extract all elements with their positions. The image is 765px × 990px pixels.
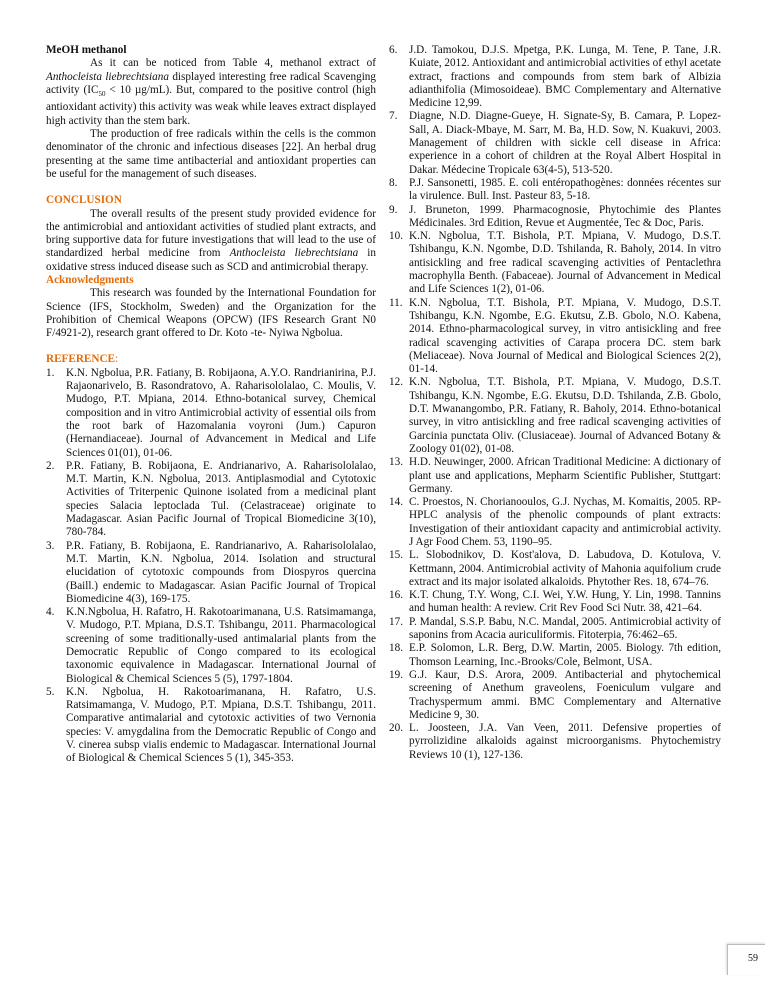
reference-number: 13. (389, 456, 403, 469)
reference-text: J.D. Tamokou, D.J.S. Mpetga, P.K. Lunga, M. Tene, P. Tane, J.R. Kuiate, 2012. Antioxidant and antimicrobial activities of ethyl acetate extract, fractions and compounds from stem bark of Albizia adianthifolia (Mimosoideae). BMC Complementary and Alternative Medicine 12,99. (409, 44, 721, 110)
reference-item (389, 589, 721, 616)
reference-item (389, 110, 721, 176)
reference-number: 19. (389, 668, 403, 681)
methanol-paragraph-1: As it can be noticed from Table 4, methanol extract of Anthocleista liebrechtsiana displayed interesting free radical Scavenging activity ($IC_{50} < 10$ µg/mL). But, compared to the positive control (high antioxidant activity) this activity was weak while leaves extract displayed high activity than the stem bark. (46, 57, 376, 127)
reference-item (389, 616, 721, 643)
reference-text: K.T. Chung, T.Y. Wong, C.I. Wei, Y.W. Hung, Y. Lin, 1998. Tannins and human health: A review. Crit Rev Food Sci Nutr. 38, 421–64. (409, 589, 721, 615)
reference-number: 7. (389, 110, 398, 123)
reference-text: K.N.Ngbolua, H. Rafatro, H. Rakotoarimanana, U.S. Ratsimamanga, V. Mudogo, P.T. Mpiana, D.S.T. Tshibangu, 2011. Pharmacological screening of some traditionally-used antimalarial plants from the Democratic Republic of Congo compared to its ecological taxonomic equivalence in Madagascar. International Journal of Biological & Chemical Sciences 5 (5), 1797-1804. (66, 606, 376, 685)
methanol-heading: MeOH methanol (46, 44, 127, 56)
reference-number: 2. (46, 459, 55, 472)
reference-number: 12. (389, 376, 403, 389)
reference-number: 9. (389, 203, 398, 216)
conclusion-heading: CONCLUSION (46, 194, 122, 207)
acknowledgments-heading: Acknowledgments (46, 273, 134, 286)
conclusion-paragraph: The overall results of the present study provided evidence for the antimicrobial and antioxidant activities of studied plant extracts, and bring supportive data for future investigations that will lead to the use of standardized herbal medicine from Anthocleista liebrechtsiana in oxidative stress induced disease such as SCD and antimicrobial therapy. (46, 207, 376, 273)
right-column (389, 44, 721, 762)
reference-item (46, 460, 376, 540)
reference-number: 8. (389, 176, 398, 189)
reference-text: H.D. Neuwinger, 2000. African Traditional Medicine: A dictionary of plant use and applications, Mepharm Scientific Publisher, Stuttgart: Germany. (409, 456, 721, 495)
reference-text: L. Joosteen, J.A. Van Veen, 2011. Defensive properties of pyrrolizidine alkaloids against microorganisms. Phytochemistry Reviews 10 (1), 127-136. (409, 722, 721, 761)
reference-item (389, 669, 721, 722)
reference-text: C. Proestos, N. Chorianooulos, G.J. Nychas, M. Komaitis, 2005. RP-HPLC analysis of the phenolic compounds of plant extracts: Investigation of their antioxidant capacity and antimicrobial activity. J Agr Food Chem. 53, 1190–95. (409, 496, 721, 548)
left-column (46, 44, 376, 766)
reference-text: P.R. Fatiany, B. Robijaona, E. Randrianarivo, A. Raharisololalao, M.T. Martin, K.N. Ngbolua, 2014. Isolation and structural elucidation of cytotoxic compounds from Diospyros quercina (Baill.) endemic to Madagascar. Asian Pacific Journal of Tropical Biomedicine 4(3), 169-175. (66, 539, 376, 605)
reference-number: 3. (46, 539, 55, 552)
reference-item (46, 540, 376, 606)
reference-item (389, 549, 721, 589)
reference-list-right (389, 44, 721, 762)
reference-number: 16. (389, 589, 403, 602)
reference-text: K.N. Ngbolua, P.R. Fatiany, B. Robijaona, A.Y.O. Randrianirina, P.J. Rajaonarivelo, B. Rasondratovo, A. Raharisololalao, C. Moulis, V. Mudogo, P.T. Mpiana, 2014. Ethno-botanical survey, Chemical composition and in vitro Antimicrobial activity of essential oils from the root bark of Hazomalania voyroni (Jum.) Capuron (Hernandiaceae). Journal of Advancement in Medical and Life Sciences 01(01), 01-06. (66, 366, 376, 459)
reference-list-left (46, 367, 376, 766)
page-number: 59 (748, 953, 758, 964)
reference-text: P.R. Fatiany, B. Robijaona, E. Andrianarivo, A. Raharisololalao, M.T. Martin, K.N. Ngbolua, 2013. Antiplasmodial and Cytotoxic Activities of Triterpenic Quinone isolated from a medicinal plant species Salacia leptoclada Tul. (Celastraceae) originate to Madagascar. Asian Pacific Journal of Tropical Biomedicine 3(10), 780-784. (66, 459, 376, 539)
reference-text: E.P. Solomon, L.R. Berg, D.W. Martin, 2005. Biology. 7th edition, Thomson Learning, Inc.-Brooks/Cole, Belmont, USA. (409, 642, 721, 668)
reference-number: 15. (389, 549, 403, 562)
reference-item (389, 456, 721, 496)
reference-item (389, 642, 721, 669)
methanol-paragraph-2: The production of free radicals within the cells is the common denominator of the chronic and infectious diseases [22]. An herbal drug presenting at the same time antibacterial and antioxidant properties can be useful for the management of such diseases. (46, 128, 376, 180)
reference-number: 18. (389, 642, 403, 655)
reference-number: 4. (46, 606, 55, 619)
reference-text: G.J. Kaur, D.S. Arora, 2009. Antibacterial and phytochemical screening of Anethum graveolens, Foeniculum vulgare and Trachyspermum ammi. BMC Complementary and Alternative Medicine 9, 30. (409, 668, 721, 721)
reference-text: P. Mandal, S.S.P. Babu, N.C. Mandal, 2005. Antimicrobial activity of saponins from Acacia auriculiformis. Fitoterpia, 76:462–65. (409, 615, 721, 642)
reference-text: J. Bruneton, 1999. Pharmacognosie, Phytochimie des Plantes Médicinales. 3rd Edition, Revue et Augmentée, Tec & Doc, Paris. (409, 203, 721, 229)
reference-text: K.N. Ngbolua, H. Rakotoarimanana, H. Rafatro, U.S. Ratsimamanga, V. Mudogo, P.T. Mpiana, D.S.T. Tshibangu, 2011. Comparative antimalarial and cytotoxic activities of two Vernonia species: V. amygdalina from the Democratic Republic of Congo and V. cinerea subsp vialis endemic to Madagascar. International Journal of Biological & Chemical Sciences 5 (1), 345-353. (66, 685, 376, 765)
reference-text: K.N. Ngbolua, T.T. Bishola, P.T. Mpiana, V. Mudogo, D.S.T. Tshibangu, K.N. Ngombe, E.G. Ekutsu, D.D. Tshilanda, Z.B. Gbolo, D.T. Mwanangombo, P.R. Fatiany, R. Baholy, 2014. Ethno-botanical survey, in vitro antisickling and free radical scavenging activities of Garcinia punctata Oliv. (Clusiaceae). Journal of Advanced Botany & Zoology 01(02), 01-08. (409, 376, 721, 455)
reference-heading: REFERENCE: (46, 353, 119, 366)
reference-item (389, 44, 721, 110)
reference-number: 20. (389, 722, 403, 735)
reference-number: 10. (389, 230, 403, 243)
reference-item (389, 376, 721, 456)
reference-item (389, 297, 721, 377)
species-name: Anthocleista liebrechtsiana (46, 70, 169, 83)
reference-number: 17. (389, 615, 403, 628)
reference-text: L. Slobodnikov, D. Kost'alova, D. Labudova, D. Kotulova, V. Kettmann, 2004. Antimicrobial activity of Mahonia aquifolium crude extract and its major isolated alkaloids. Phytother Res. 18, 674–76. (409, 549, 721, 588)
reference-item (46, 686, 376, 766)
reference-number: 11. (389, 296, 403, 309)
reference-item (46, 367, 376, 460)
species-name: Anthocleista liebrechtsiana (229, 247, 359, 260)
reference-number: 14. (389, 496, 403, 509)
reference-text: P.J. Sansonetti, 1985. E. coli entéropathogènes: données récentes sur la virulence. Bull. Inst. Pasteur 83, 5-18. (409, 176, 721, 203)
reference-item (389, 230, 721, 296)
reference-number: 5. (46, 685, 55, 698)
reference-item (389, 496, 721, 549)
acknowledgments-paragraph: This research was founded by the International Foundation for Science (IFS, Stockholm, Sweden) and the Organization for the Prohibition of Chemical Weapons (OPCW) (IFS Research Grant N0 F/4921-2), research grant offered to Dr. Koto -te- Nyiwa Ngbolua. (46, 287, 376, 340)
reference-text: K.N. Ngbolua, T.T. Bishola, P.T. Mpiana, V. Mudogo, D.S.T. Tshibangu, K.N. Ngombe, D.D. Tshilanda, R. Baholy, 2014. In vitro antisickling and free radical scavenging activities of Pentaclethra macrophylla Benth. (Fabaceae). Journal of Advancement in Medical and Life Sciences 1(2), 01-06. (409, 230, 721, 296)
reference-item (389, 177, 721, 204)
reference-text: K.N. Ngbolua, T.T. Bishola, P.T. Mpiana, V. Mudogo, D.S.T. Tshibangu, K.N. Ngombe, E.G. Ekutsu, Z.B. Gbolo, N.O. Kabena, 2014. Ethno-pharmacological survey, in vitro antisickling and free radical scavenging activities of Carapa procera DC. stem bark (Meliaceae). Nova Journal of Medical and Biological Sciences 2(2), 01-14. (409, 296, 721, 376)
page-number-box (727, 944, 765, 975)
reference-number: 6. (389, 44, 398, 56)
reference-item (389, 204, 721, 231)
reference-item (389, 722, 721, 762)
reference-number: 1. (46, 366, 55, 379)
reference-item (46, 606, 376, 686)
reference-text: Diagne, N.D. Diagne-Gueye, H. Signate-Sy, B. Camara, P. Lopez-Sall, A. Diack-Mbaye, M. Sarr, M. Ba, H.D. Sow, N. Kuakuvi, 2003. Management of children with sickle cell disease in Africa: experience in a cohort of children at the Royal Albert Hospital in Dakar. Médecine Tropicale 63(4-5), 513-520. (409, 110, 721, 176)
